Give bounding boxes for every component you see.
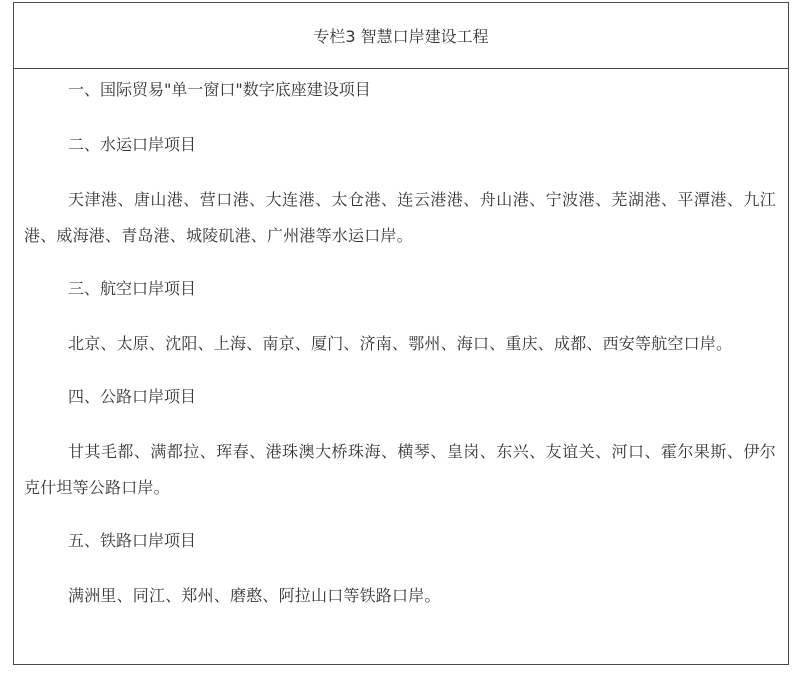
section-heading-5: 五、铁路口岸项目 (68, 531, 197, 550)
section-heading-2: 二、水运口岸项目 (68, 135, 197, 154)
section-text-5: 满洲里、同江、郑州、磨憨、阿拉山口等铁路口岸。 (68, 586, 441, 605)
section-heading-4: 四、公路口岸项目 (68, 387, 197, 406)
column-box (13, 2, 789, 665)
section-heading-3: 三、航空口岸项目 (68, 279, 197, 298)
section-text-2: 天津港、唐山港、营口港、大连港、太仓港、连云港港、舟山港、宁波港、芜湖港、平潭港、九江港、威海港、青岛港、城陵矶港、广州港等水运口岸。 (24, 190, 776, 245)
section-text-3: 北京、太原、沈阳、上海、南京、厦门、济南、鄂州、海口、重庆、成都、西安等航空口岸。 (68, 334, 733, 353)
section-heading-1: 一、国际贸易"单一窗口"数字底座建设项目 (68, 80, 371, 99)
section-text-4: 甘其毛都、满都拉、珲春、港珠澳大桥珠海、横琴、皇岗、东兴、友谊关、河口、霍尔果斯、伊尔克什坦等公路口岸。 (24, 442, 776, 497)
column-title: 专栏3 智慧口岸建设工程 (14, 3, 788, 69)
column-body (14, 69, 788, 614)
